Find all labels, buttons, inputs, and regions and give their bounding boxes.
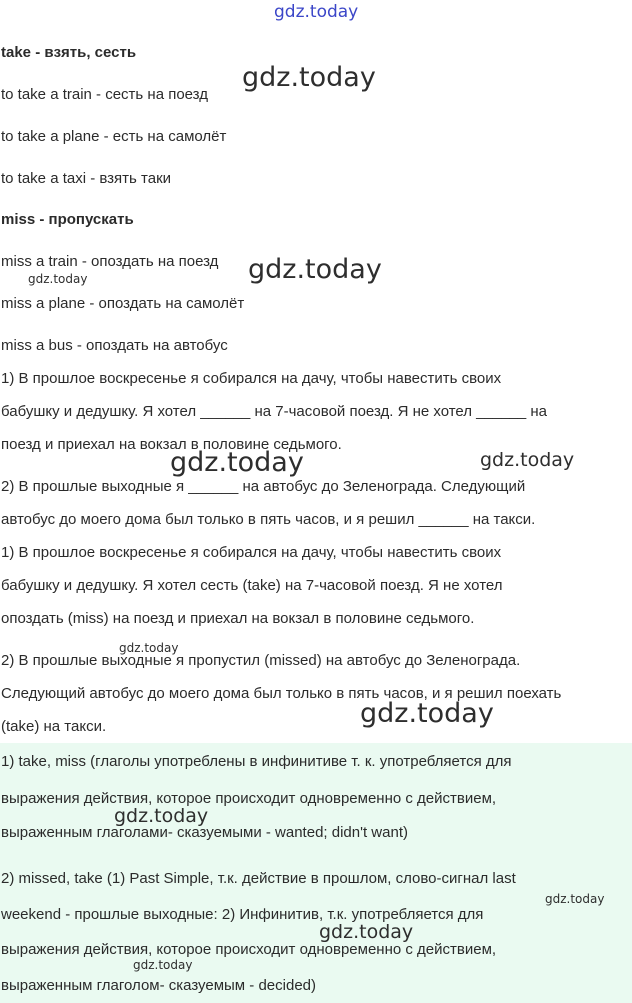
watermark: gdz.today [248, 254, 382, 285]
explanation-line: выражения действия, которое происходит одновременно с действием, [1, 941, 497, 958]
vocab-item: to take a plane - есть на самолёт [1, 128, 227, 145]
explanation-line: 1) take, miss (глаголы употреблены в инфинитиве т. к. употребляется для [1, 753, 512, 770]
watermark: gdz.today [114, 805, 209, 827]
watermark: gdz.today [133, 958, 193, 972]
filled-line: 2) В прошлые выходные я пропустил (missed) на автобус до Зеленограда. [1, 652, 521, 669]
explanation-line: weekend - прошлые выходные: 2) Инфинитив, т.к. употребляется для [1, 906, 484, 923]
vocab-item: miss a bus - опоздать на автобус [1, 337, 228, 354]
exercise-line: поезд и приехал на вокзал в половине седьмого. [1, 436, 342, 453]
watermark: gdz.today [242, 62, 376, 93]
exercise-line: бабушку и дедушку. Я хотел ______ на 7-часовой поезд. Я не хотел ______ на [1, 403, 548, 420]
exercise-line: 2) В прошлые выходные я ______ на автобус до Зеленограда. Следующий [1, 478, 526, 495]
watermark: gdz.today [119, 641, 179, 655]
exercise-line: 1) В прошлое воскресенье я собирался на дачу, чтобы навестить своих [1, 370, 502, 387]
filled-line: бабушку и дедушку. Я хотел сесть (take) на 7-часовой поезд. Я не хотел [1, 577, 503, 594]
vocab-heading-miss: miss - пропускать [1, 211, 134, 228]
watermark: gdz.today [319, 921, 414, 943]
filled-line: 1) В прошлое воскресенье я собирался на дачу, чтобы навестить своих [1, 544, 502, 561]
filled-line: (take) на такси. [1, 718, 107, 735]
vocab-heading-take: take - взять, сесть [1, 44, 137, 61]
filled-line: Следующий автобус до моего дома был только в пять часов, и я решил поехать [1, 685, 562, 702]
vocab-item: miss a plane - опоздать на самолёт [1, 295, 245, 312]
watermark: gdz.today [170, 447, 304, 478]
vocab-item: miss a train - опоздать на поезд [1, 253, 219, 270]
filled-line: опоздать (miss) на поезд и приехал на вокзал в половине седьмого. [1, 610, 475, 627]
watermark: gdz.today [28, 272, 88, 286]
explanation-line: 2) missed, take (1) Past Simple, т.к. действие в прошлом, слово-сигнал last [1, 870, 516, 887]
vocab-item: to take a taxi - взять таки [1, 170, 172, 187]
watermark: gdz.today [545, 892, 605, 906]
watermark: gdz.today [480, 449, 575, 471]
watermark: gdz.today [360, 698, 494, 729]
exercise-line: автобус до моего дома был только в пять часов, и я решил ______ на такси. [1, 511, 536, 528]
explanation-line: выражения действия, которое происходит одновременно с действием, [1, 790, 497, 807]
header-watermark: gdz.today [274, 2, 359, 22]
vocab-item: to take a train - сесть на поезд [1, 86, 208, 103]
explanation-line: выраженным глаголами- сказуемыми - wanted; didn't want) [1, 824, 408, 841]
explanation-line: выраженным глаголом- сказуемым - decided) [1, 977, 316, 994]
